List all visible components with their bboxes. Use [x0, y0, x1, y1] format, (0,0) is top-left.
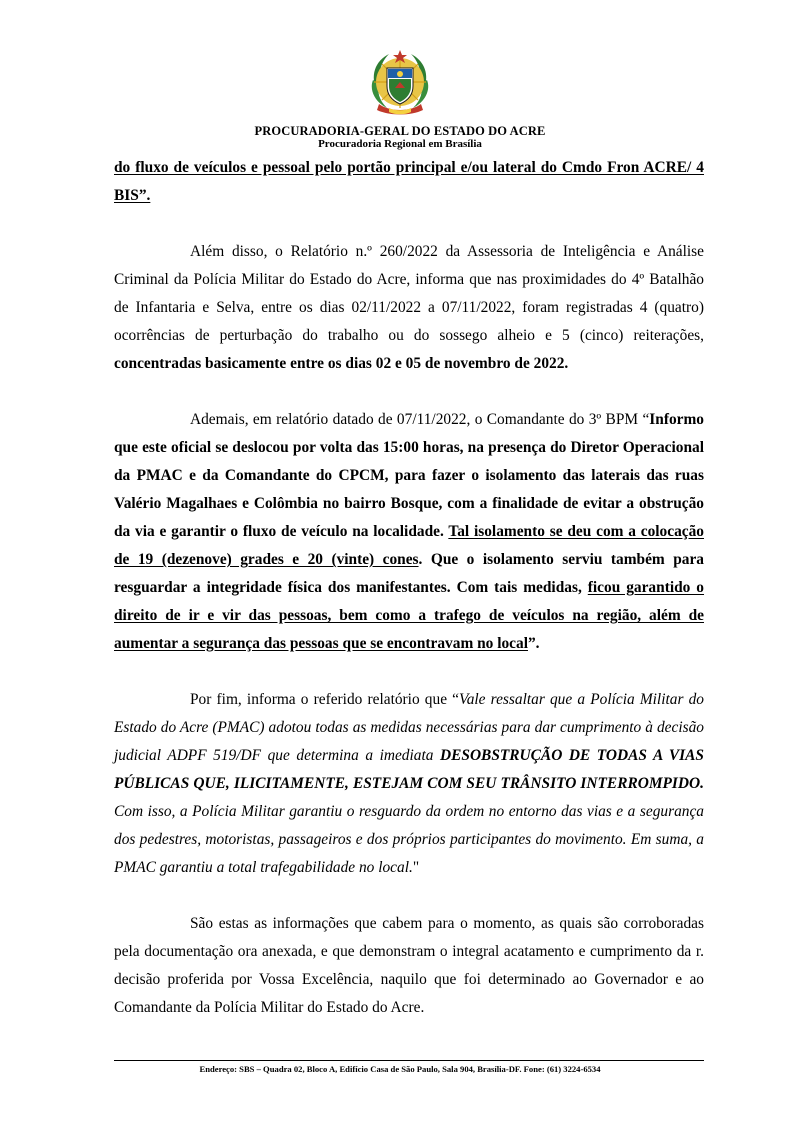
paragraph-1 [114, 154, 704, 210]
paragraph-2 [114, 238, 704, 378]
p4-italic-2: Com isso, a Polícia Militar garantiu o resguardo da ordem no entorno das vias e a segurança dos pedestres, motoristas, passageiros e dos próprios participantes do movimento. Em suma, a PMAC garantiu a total trafegabilidade no local. [114, 803, 704, 876]
header-title: PROCURADORIA-GERAL DO ESTADO DO ACRE [254, 124, 546, 138]
p3-quote-bold: Informo que este oficial se deslocou por volta das 15:00 horas, na presença do Diretor Operacional da PMAC e da Comandante do CPCM, para fazer o isolamento das laterais das ruas Valério Magalhaes e Colômbia no bairro Bosque, com a finalidade de evitar a obstrução da via e garantir o fluxo de veículo na localidade. [114, 411, 704, 540]
brasao-estado-acre-icon [365, 46, 435, 118]
footer-divider [114, 1060, 704, 1061]
p3-quote-bold-2: . Que o isolamento serviu também para resguardar a integridade física dos manifestantes. Com tais medidas, [114, 551, 704, 596]
document-body [114, 154, 704, 1022]
p4-italic: Vale ressaltar que a Polícia Militar do Estado do Acre (PMAC) adotou todas as medidas necessárias para dar cumprimento à decisão judicial ADPF 519/DF que determina a imediata [114, 691, 704, 764]
p2-text: Além disso, o Relatório n.º 260/2022 da Assessoria de Inteligência e Análise Criminal da Polícia Militar do Estado do Acre, informa que nas proximidades do 4º Batalhão de Infantaria e Selva, entre os dias 02/11/2022 a 07/11/2022, foram registradas 4 (quatro) ocorrências de perturbação do trabalho ou do sossego alheio e 5 (cinco) reiterações, [114, 243, 704, 344]
paragraph-4 [114, 686, 704, 882]
p3-intro: Ademais, em relatório datado de 07/11/2022, o Comandante do 3º BPM “ [190, 411, 650, 428]
p4-intro: Por fim, informa o referido relatório que “ [190, 691, 460, 708]
paragraph-5 [114, 910, 704, 1022]
p3-quote-underlined-2: ficou garantido o direito de ir e vir das pessoas, bem como a trafego de veículos na região, além de aumentar a segurança das pessoas que se encontravam no local [114, 579, 705, 652]
p3-quote-underlined: Tal isolamento se deu com a colocação de 19 (dezenove) grades e 20 (vinte) cones [114, 523, 705, 568]
continuation-quote: do fluxo de veículos e pessoal pelo portão principal e/ou lateral do Cmdo Fron ACRE/ 4 BIS”. [114, 159, 704, 204]
p5-text: São estas as informações que cabem para o momento, as quais são corroboradas pela documentação ora anexada, e que demonstram o integral acatamento e cumprimento da r. decisão proferida por Vossa Excelência, naquilo que foi determinado ao Governador e ao Comandante da Polícia Militar do Estado do Acre. [114, 915, 704, 1016]
p4-bold-italic: DESOBSTRUÇÃO DE TODAS A VIAS PÚBLICAS QUE, ILICITAMENTE, ESTEJAM COM SEU TRÂNSITO INTERROMPIDO. [114, 747, 704, 792]
footer-address: Endereço: SBS – Quadra 02, Bloco A, Edifício Casa de São Paulo, Sala 904, Brasília-DF. Fone: (61) 3224-6534 [199, 1064, 601, 1074]
p3-quote-end: ”. [527, 635, 540, 652]
p2-bold: concentradas basicamente entre os dias 02 e 05 de novembro de 2022. [114, 355, 569, 372]
p4-quote-end: " [412, 859, 420, 876]
header-subtitle: Procuradoria Regional em Brasília [318, 138, 482, 150]
paragraph-3 [114, 406, 704, 658]
